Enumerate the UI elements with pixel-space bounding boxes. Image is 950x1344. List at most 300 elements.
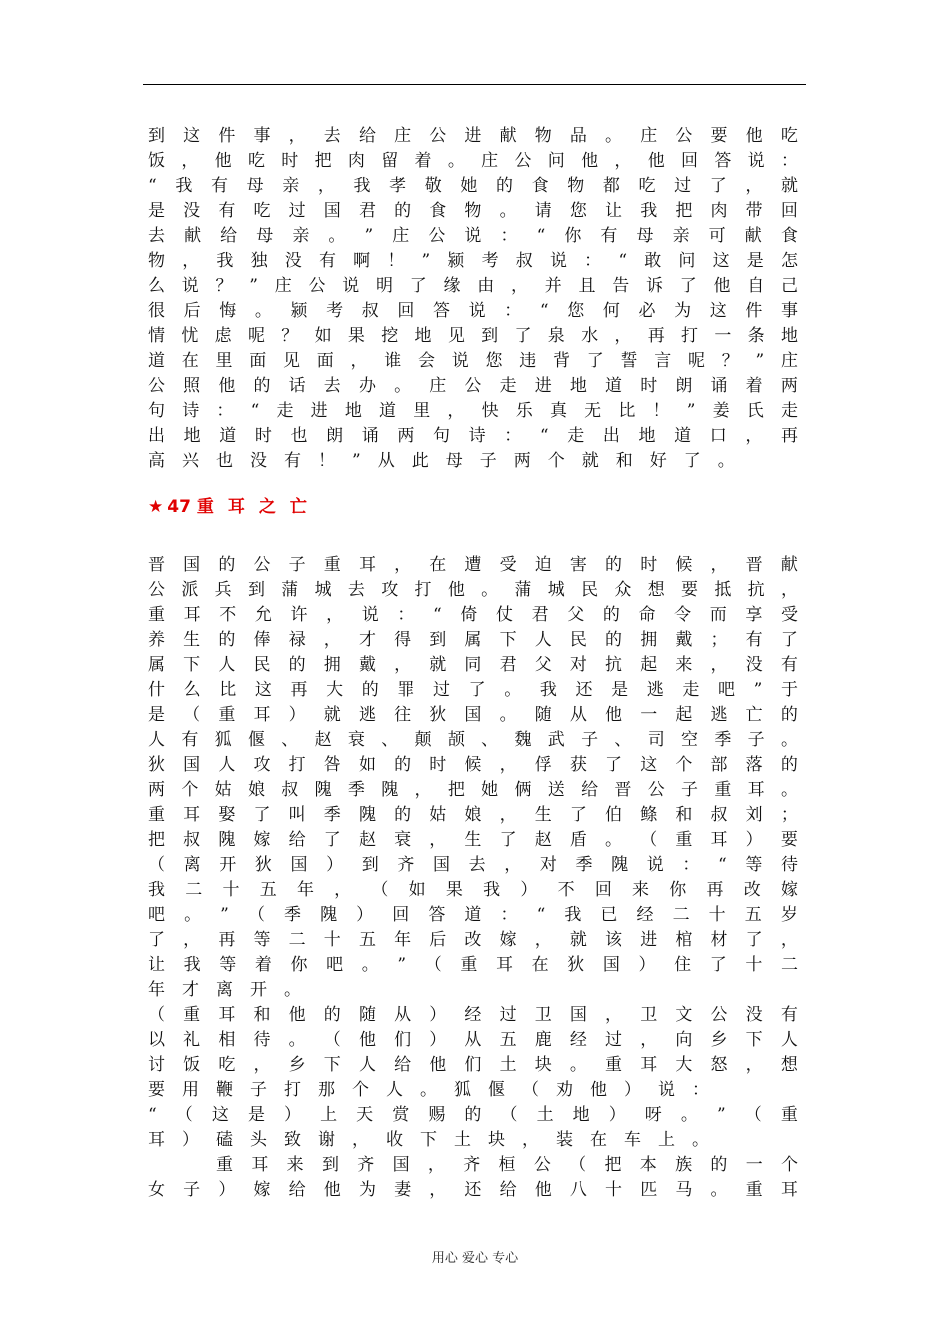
text-char: （ [247,905,265,925]
text-char: 给 [288,1180,306,1200]
text-char: 到 [148,126,165,146]
text-char: 句 [433,426,450,446]
text-char: 要 [681,580,698,600]
text-char: 狄 [429,705,447,725]
text-char: ” [220,905,229,925]
text-char: 逃 [710,705,728,725]
text-char: 的 [464,1105,482,1125]
text-line [148,728,798,753]
text-char: 下 [420,1130,454,1150]
text-char: 我 [483,880,501,900]
text-char: 他 [218,376,236,396]
text-char: 饭 [183,1055,201,1075]
text-char: 你 [669,880,687,900]
text-char: 面 [249,351,267,371]
text-char: 候 [675,555,693,575]
text-char: （ [323,1030,341,1050]
text-char: 亲 [672,226,690,246]
text-char: 倚 [460,605,478,625]
text-char: ） [288,705,306,725]
text-char: 言 [654,351,672,371]
text-char: 了 [709,176,727,196]
text-char: 诗 [468,426,486,446]
text-char: 泉 [547,326,565,346]
text-char: 件 [218,126,236,146]
text-char: 公 [148,580,165,600]
text-char: 。 [420,1080,454,1100]
text-char: 母 [636,226,654,246]
text-char: 耳 [747,780,765,800]
text-char: 让 [148,955,165,975]
text-char: 打 [284,1080,318,1100]
text-char: 他 [713,276,731,296]
text-char: 赵 [534,830,552,850]
text-char: 。 [692,1130,726,1150]
text-char: 盾 [569,830,587,850]
text-char: 我 [353,176,371,196]
text-char: 是 [247,1105,265,1125]
text-char: 谢 [318,1130,352,1150]
text-char: 十 [323,930,341,950]
page-footer: 用心 爱心 专心 [431,1251,519,1266]
text-char: 两 [513,451,548,471]
text-char: 子 [250,1080,284,1100]
text-char: 颍 [290,301,308,321]
text-char: 乡 [710,1030,728,1050]
text-char: ” [421,251,431,271]
text-char: “ [536,905,546,925]
text-char: 进 [464,126,482,146]
text-char: 你 [290,955,308,975]
text-line [148,1128,798,1153]
text-char: 那 [318,1080,352,1100]
text-char: 食 [429,201,447,221]
text-char: 向 [675,1030,693,1050]
text-char: 改 [464,930,482,950]
text-char: ， [499,805,517,825]
text-char: 讨 [148,1055,165,1075]
text-char: 在 [531,955,549,975]
text-char: 去 [323,376,341,396]
text-char: 我 [183,955,201,975]
text-char: 很 [148,301,165,321]
text-char: ， [710,555,728,575]
text-char: 的 [361,680,379,700]
section-title-text: 重耳之亡 [196,497,321,517]
text-char: 给 [581,780,599,800]
text-line [148,274,798,299]
text-char: 受 [780,605,798,625]
text-char: 。 [288,1030,306,1050]
text-char: 重 [714,780,732,800]
text-char: 、 [481,730,499,750]
text-char: 给 [358,126,376,146]
text-char: 说 [549,251,567,271]
text-char: 诗 [182,401,200,421]
text-char: 齐 [357,1155,375,1175]
text-char: 您 [567,301,585,321]
text-char: 隗 [320,905,338,925]
text-char: 材 [710,930,728,950]
text-char: 赐 [428,1105,446,1125]
text-char: 嫁 [780,880,798,900]
text-char: 蒲 [281,580,299,600]
text-char: 他 [429,1055,447,1075]
text-char: 何 [602,301,620,321]
text-char: 嫁 [253,1180,271,1200]
text-char: 经 [636,905,654,925]
text-line [148,928,798,953]
text-char: （ [148,1005,165,1025]
text-char: 怒 [710,1055,728,1075]
text-line [148,1153,798,1178]
text-char: 要 [780,830,798,850]
text-char: 过 [288,201,306,221]
text-char: 君 [531,605,549,625]
text-char: 人 [386,1080,420,1100]
text-char: ” [249,276,258,296]
text-char: 的 [394,755,412,775]
text-char: （ [148,855,165,875]
text-line [148,374,798,399]
text-char: 开 [219,855,237,875]
text-char: 。 [394,376,412,396]
text-char: ） [429,1005,447,1025]
text-char: 的 [218,555,236,575]
text-char: 、 [281,730,299,750]
text-char: ， [414,780,432,800]
text-char: 获 [569,755,587,775]
text-line [148,349,798,374]
text-char: 问 [547,151,565,171]
text-char: 改 [743,880,761,900]
text-char: ） [624,1080,658,1100]
text-char: 隗 [611,855,629,875]
text-char: 到 [429,630,447,650]
text-char: 谁 [384,351,402,371]
text-char: 民 [569,630,587,650]
text-char: 妻 [394,1180,412,1200]
text-char: 和 [615,451,650,471]
text-char: 明 [375,276,393,296]
text-char: “ [718,855,727,875]
text-char: ： [780,151,798,171]
text-line [148,628,798,653]
text-char: 呢 [247,326,265,346]
text-char: 道 [674,426,692,446]
text-char: 重 [183,1005,201,1025]
text-char: 君 [499,655,517,675]
text-char: 且 [578,276,596,296]
text-char: ” [753,680,763,700]
text-char: 十 [222,880,240,900]
text-char: 有 [600,226,618,246]
text-char: 乐 [515,401,533,421]
text-char: 咎 [323,755,341,775]
text-char: 无 [584,401,602,421]
text-char: 。 [184,905,202,925]
text-char: 过 [674,176,692,196]
text-char: 可 [708,226,726,246]
text-char: 见 [447,326,465,346]
text-char: 生 [534,805,552,825]
text-char: 品 [569,126,587,146]
text-char: 等 [253,930,271,950]
text-char: ” [716,1105,726,1125]
text-char: （ [744,1105,762,1125]
text-line [148,653,798,678]
text-char: 衰 [394,830,412,850]
text-char: 。 [447,151,465,171]
text-char: 卫 [534,1005,552,1025]
text-char: 的 [288,655,306,675]
text-char: ） [638,955,656,975]
text-char: 他 [647,151,665,171]
text-char: 年 [296,880,314,900]
text-char: 起 [640,655,658,675]
text-char: 以 [148,1030,165,1050]
text-char: ， [447,401,465,421]
text-line [148,553,798,578]
text-char: 什 [148,680,165,700]
text-char: 条 [747,326,765,346]
text-char: 地 [344,401,362,421]
text-char: 十 [708,905,726,925]
text-char: 啊 [353,251,371,271]
text-char: 说 [342,276,360,296]
text-char: 说 [181,276,199,296]
text-char: 地 [183,426,201,446]
text-char: 待 [780,855,798,875]
text-char: ： [584,251,602,271]
text-char: “ [539,301,549,321]
text-char: 公 [428,226,446,246]
text-char: 了 [605,755,623,775]
text-char: 回 [681,151,698,171]
text-line [148,399,798,424]
text-char: 为 [674,301,692,321]
text-char: 兴 [182,451,216,471]
text-char: 后 [183,301,201,321]
text-char: 重 [675,830,693,850]
text-char: 去 [323,126,341,146]
text-char: 重 [216,1155,233,1175]
text-char: 要 [710,126,728,146]
text-char: 二 [780,955,798,975]
text-char: 过 [433,680,450,700]
text-char: 打 [414,580,432,600]
text-char: 有 [780,1005,798,1025]
text-char: 母 [445,451,480,471]
text-char: 二 [288,930,306,950]
text-char: 晋 [148,555,165,575]
text-char: 经 [464,1005,482,1025]
text-char: 带 [745,201,763,221]
text-char: 吧 [326,955,344,975]
text-char: 民 [581,580,599,600]
text-char: 就 [429,655,447,675]
text-char: ！ [318,451,352,471]
text-char: 狐 [454,1080,488,1100]
text-char: 年 [148,980,182,1000]
text-char: 十 [605,1180,623,1200]
text-char: 姜 [712,401,730,421]
section-number: 47 [167,497,191,517]
text-char: 进 [640,930,658,950]
text-char: 重 [745,1180,763,1200]
text-char: 季 [575,855,593,875]
text-char: 想 [780,1055,798,1075]
text-char: 狄 [254,855,272,875]
text-char: 想 [647,580,665,600]
text-char: 说 [464,226,482,246]
text-char: 有 [181,730,199,750]
text-char: 隗 [218,830,236,850]
text-char: 们 [394,1030,412,1050]
text-line [148,978,798,1003]
text-char: 得 [394,630,412,650]
text-char: 物 [567,176,585,196]
text-char: 他 [288,1005,306,1025]
text-char: 下 [323,1055,341,1075]
text-char: 我 [539,680,557,700]
text-char: 个 [352,1080,386,1100]
text-char: 住 [674,955,692,975]
text-char: 季 [284,905,302,925]
text-char: 上 [658,1130,692,1150]
text-char: 道 [605,376,623,396]
text-char: ） [218,1180,236,1200]
text-char: 娶 [218,805,236,825]
text-char: 庄 [394,126,412,146]
text-char: 快 [481,401,499,421]
text-char: 再 [647,326,665,346]
text-char: 己 [780,276,798,296]
text-line [148,753,798,778]
text-char: ， [394,655,412,675]
text-char: 颍 [447,251,465,271]
text-char: 赵 [358,830,376,850]
text-char: 了 [683,451,718,471]
text-char: 他 [590,1080,624,1100]
text-char: 卫 [640,1005,658,1025]
text-char: 这 [183,126,201,146]
text-char: 吃 [218,1055,236,1075]
text-char: 土 [536,1105,554,1125]
text-char: 出 [148,426,165,446]
text-line [148,224,798,249]
text-char: 吃 [638,176,656,196]
text-char: 颉 [447,730,465,750]
text-char: 上 [320,1105,338,1125]
text-char: 耳 [358,555,376,575]
text-char: 车 [624,1130,658,1150]
text-char: 忧 [181,326,199,346]
text-line [148,249,798,274]
text-char: 吧 [148,905,165,925]
text-char: 的 [218,630,236,650]
text-char: 给 [499,1180,517,1200]
text-char: 俩 [514,780,532,800]
text-char: 耳 [148,1130,182,1150]
text-char: 子 [681,780,698,800]
text-char: 属 [464,630,482,650]
text-char: 了 [679,276,697,296]
text-char: 回 [594,880,612,900]
text-char: 许 [290,605,308,625]
text-char: ， [499,755,517,775]
text-char: 待 [253,1030,271,1050]
text-char: 没 [745,1005,763,1025]
text-char: 有 [210,176,228,196]
text-char: 并 [544,276,562,296]
text-char: 情 [148,326,165,346]
text-char: 敬 [424,176,442,196]
text-char: 进 [310,401,328,421]
text-char: 庄 [429,376,447,396]
text-char: 民 [253,655,271,675]
text-char: 耳 [710,830,728,850]
text-char: ： [682,855,700,875]
text-char: 来 [286,1155,304,1175]
text-char: 偃 [247,730,265,750]
text-char: 食 [531,176,549,196]
text-char: 还 [464,1180,482,1200]
text-char: 人 [780,1030,798,1050]
text-char: 罪 [397,680,415,700]
text-char: 狄 [567,955,585,975]
text-char: 么 [148,276,165,296]
text-char: 齐 [463,1155,481,1175]
text-char: 十 [745,955,763,975]
text-char: 把 [314,151,332,171]
text-char: 国 [290,855,308,875]
text-char: 君 [358,201,376,221]
text-char: 从 [394,1005,412,1025]
text-char: 你 [564,226,582,246]
text-char: 部 [710,755,728,775]
text-char: 庄 [274,276,292,296]
text-char: 叔 [281,780,299,800]
text-char: 伯 [605,805,623,825]
text-char: ， [534,930,552,950]
text-char: 了 [148,930,165,950]
text-char: ， [429,1180,447,1200]
text-char: 了 [780,630,798,650]
text-char: 就 [581,451,616,471]
text-char: 公 [148,376,165,396]
text-char: ， [181,151,199,171]
text-char: 重 [605,1055,623,1075]
text-char: 没 [183,201,201,221]
text-line [148,878,798,903]
text-char: 魏 [514,730,532,750]
text-char: 走 [682,680,700,700]
text-char: 缘 [443,276,461,296]
text-char: 季 [714,730,732,750]
text-char: ） [520,880,538,900]
text-char: 物 [148,251,165,271]
text-char: 就 [323,705,341,725]
text-line [148,124,798,149]
text-char: ） [326,855,344,875]
text-char: ， [640,1030,658,1050]
text-char: 了 [323,830,341,850]
text-char: 肉 [710,201,728,221]
text-char: 逃 [358,705,376,725]
text-char: 过 [499,1005,517,1025]
header-rule [143,84,806,85]
